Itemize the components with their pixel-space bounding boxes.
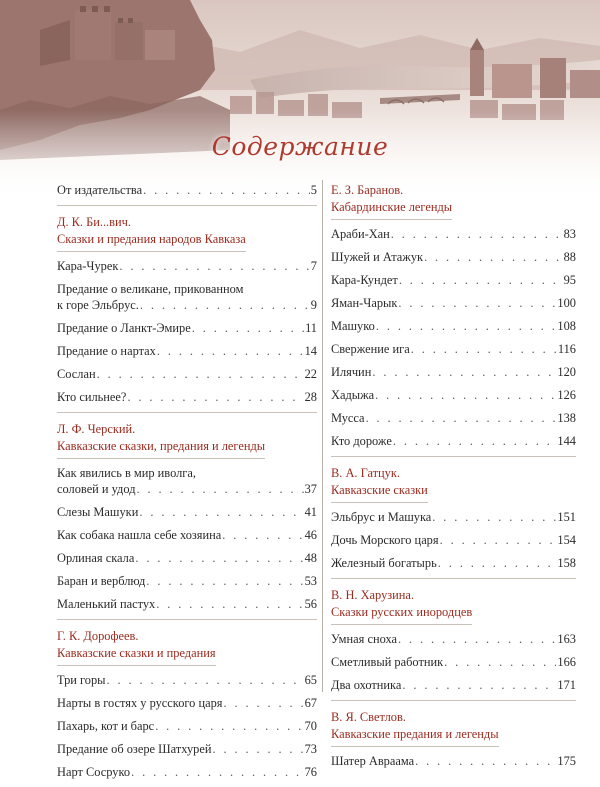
entry-title: Яман-Чарык <box>331 296 398 310</box>
entry-page: 108 <box>557 319 576 333</box>
section-header <box>57 412 317 459</box>
section-book-title: Сказки и предания народов Кавказа <box>57 231 246 252</box>
toc-entry[interactable] <box>331 226 576 242</box>
dot-leader <box>135 550 303 566</box>
entry-title: Кара-Кундет <box>331 273 398 287</box>
dot-leader <box>143 182 310 198</box>
entry-page: 175 <box>557 754 576 768</box>
entry-title: Предание об озере Шатхурей <box>57 742 212 756</box>
entry-page: 83 <box>563 227 576 241</box>
toc-entry[interactable] <box>57 366 317 382</box>
section-author: Г. К. Дорофеев. <box>57 629 139 643</box>
section-author: В. Н. Харузина. <box>331 588 415 602</box>
dot-leader <box>156 596 303 612</box>
section-author: В. А. Гатцук. <box>331 466 400 480</box>
entry-page: 154 <box>557 533 576 547</box>
toc-entry[interactable] <box>57 764 317 780</box>
toc-entry[interactable] <box>331 433 576 449</box>
right-column <box>331 182 576 776</box>
entry-title: Баран и верблюд <box>57 574 146 588</box>
entry-page: 88 <box>563 250 576 264</box>
entry-title: Нарт Сосруко <box>57 765 131 779</box>
entry-page: 166 <box>557 655 576 669</box>
toc-entry[interactable] <box>331 410 576 426</box>
dot-leader <box>376 318 557 334</box>
entry-page: 120 <box>557 365 576 379</box>
toc-entry[interactable] <box>331 341 576 357</box>
entry-page: 28 <box>304 390 317 404</box>
toc-entry[interactable] <box>331 654 576 670</box>
entry-page: 158 <box>557 556 576 570</box>
toc-section <box>57 412 317 612</box>
dot-leader <box>398 631 556 647</box>
section-book-title: Кавказские сказки, предания и легенды <box>57 438 265 459</box>
entry-page: 5 <box>310 183 317 197</box>
section-header <box>331 700 576 747</box>
section-author: Е. З. Баранов. <box>331 183 404 197</box>
entry-page: 171 <box>557 678 576 692</box>
toc-entry[interactable] <box>57 465 317 497</box>
dot-leader <box>415 753 556 769</box>
section-header <box>57 619 317 666</box>
dot-leader <box>137 481 304 497</box>
dot-leader <box>411 341 557 357</box>
entry-title: Два охотника <box>331 678 402 692</box>
toc-entry[interactable] <box>57 672 317 688</box>
entry-page: 48 <box>304 551 317 565</box>
dot-leader <box>393 433 557 449</box>
toc-entry[interactable] <box>331 249 576 265</box>
entry-page: 7 <box>310 259 317 273</box>
dot-leader <box>127 389 303 405</box>
dot-leader <box>398 295 556 311</box>
toc-section <box>331 700 576 769</box>
entry-page: 76 <box>304 765 317 779</box>
entry-title: Предание о нартах <box>57 344 156 358</box>
toc-entry[interactable] <box>331 364 576 380</box>
entry-title: Кто дороже <box>331 434 392 448</box>
toc-entry[interactable] <box>57 596 317 612</box>
dot-leader <box>107 672 304 688</box>
section-author: В. Я. Светлов. <box>331 710 406 724</box>
entry-title: Железный богатырь <box>331 556 437 570</box>
dot-leader <box>146 573 303 589</box>
dot-leader <box>212 741 303 757</box>
entry-title: Кара-Чурек <box>57 259 119 273</box>
entry-title: Сослан <box>57 367 96 381</box>
entry-title: Маленький пастух <box>57 597 156 611</box>
toc-entry[interactable] <box>57 320 317 336</box>
toc-entry[interactable] <box>331 272 576 288</box>
entry-page: 41 <box>304 505 317 519</box>
entry-page: 14 <box>304 344 317 358</box>
dot-leader <box>440 532 557 548</box>
entry-page: 126 <box>557 388 576 402</box>
entry-title: Три горы <box>57 673 106 687</box>
toc-section <box>331 456 576 571</box>
entry-title: Умная сноха <box>331 632 397 646</box>
section-book-title: Кабардинские легенды <box>331 199 452 220</box>
section-author: Л. Ф. Черский. <box>57 422 136 436</box>
section-header <box>57 205 317 252</box>
toc-entry[interactable] <box>57 258 317 274</box>
entry-title: Свержение ига <box>331 342 410 356</box>
entry-title-line1: Предание о великане, прикованном <box>57 282 244 296</box>
entry-title-line2: к горе Эльбрус. <box>57 298 139 312</box>
section-book-title: Кавказские сказки и предания <box>57 645 216 666</box>
toc-entry[interactable] <box>331 677 576 693</box>
entry-title: Орлиная скала <box>57 551 135 565</box>
toc-entry[interactable] <box>57 527 317 543</box>
entry-title: Араби-Хан <box>331 227 390 241</box>
column-divider <box>322 180 323 692</box>
dot-leader <box>391 226 563 242</box>
entry-title: Предание о Ланкт-Эмире <box>57 321 191 335</box>
entry-title-line1: Как явились в мир иволга, <box>57 466 196 480</box>
section-header <box>331 182 576 220</box>
dot-leader <box>444 654 556 670</box>
toc-entry[interactable] <box>331 555 576 571</box>
entry-title: Мусса <box>331 411 365 425</box>
dot-leader <box>157 343 304 359</box>
entry-title: Хадыжа <box>331 388 375 402</box>
dot-leader <box>97 366 304 382</box>
toc-entry[interactable] <box>57 695 317 711</box>
toc-section <box>57 205 317 405</box>
entry-page: 53 <box>304 574 317 588</box>
dot-leader <box>139 504 303 520</box>
toc-entry[interactable] <box>331 318 576 334</box>
left-column <box>57 182 317 787</box>
entry-title: Дочь Морского царя <box>331 533 439 547</box>
dot-leader <box>222 527 303 543</box>
section-book-title: Кавказские предания и легенды <box>331 726 499 747</box>
toc-entry[interactable] <box>57 343 317 359</box>
dot-leader <box>131 764 304 780</box>
entry-page: 67 <box>304 696 317 710</box>
dot-leader <box>140 297 310 313</box>
toc-entry[interactable] <box>331 387 576 403</box>
entry-page: 151 <box>557 510 576 524</box>
entry-title: От издательства <box>57 183 143 197</box>
entry-title: Машуко <box>331 319 375 333</box>
toc-entry[interactable] <box>331 753 576 769</box>
dot-leader <box>438 555 557 571</box>
entry-page: 56 <box>304 597 317 611</box>
entry-title: Шатер Авраама <box>331 754 415 768</box>
header-illustration <box>0 0 600 200</box>
dot-leader <box>223 695 303 711</box>
toc-section <box>57 619 317 780</box>
toc-entry[interactable] <box>331 295 576 311</box>
toc-entry[interactable] <box>331 532 576 548</box>
entry-page: 22 <box>304 367 317 381</box>
entry-page: 163 <box>557 632 576 646</box>
entry-page: 70 <box>304 719 317 733</box>
entry-page: 9 <box>310 298 317 312</box>
entry-page: 65 <box>304 673 317 687</box>
entry-title: Сметливый работник <box>331 655 444 669</box>
section-header <box>331 578 576 625</box>
entry-page: 138 <box>557 411 576 425</box>
toc-section <box>331 182 576 449</box>
section-book-title: Кавказские сказки <box>331 482 428 503</box>
entry-page: 144 <box>557 434 576 448</box>
entry-page: 46 <box>304 528 317 542</box>
toc-entry[interactable] <box>57 504 317 520</box>
section-header <box>331 456 576 503</box>
entry-title: Кто сильнее? <box>57 390 127 404</box>
entry-title: Пахарь, кот и барс <box>57 719 155 733</box>
entry-title: Илячин <box>331 365 372 379</box>
toc-entry[interactable] <box>331 631 576 647</box>
toc-section <box>331 578 576 693</box>
dot-leader <box>432 509 556 525</box>
dot-leader <box>119 258 309 274</box>
toc-entry[interactable] <box>57 389 317 405</box>
entry-title: Эльбрус и Машука <box>331 510 432 524</box>
entry-title-line2: соловей и удод <box>57 482 136 496</box>
entry-title: Как собака нашла себе хозяина <box>57 528 222 542</box>
toc-entry[interactable] <box>57 182 317 198</box>
dot-leader <box>399 272 563 288</box>
dot-leader <box>366 410 557 426</box>
entry-title: Нарты в гостях у русского царя <box>57 696 223 710</box>
entry-page: 73 <box>304 742 317 756</box>
toc-entry[interactable] <box>57 573 317 589</box>
section-book-title: Сказки русских инородцев <box>331 604 472 625</box>
entry-page: 100 <box>557 296 576 310</box>
toc-entry[interactable] <box>57 718 317 734</box>
dot-leader <box>155 718 303 734</box>
entry-page: 11 <box>305 321 317 335</box>
toc-entry[interactable] <box>57 281 317 313</box>
entry-page: 116 <box>557 342 576 356</box>
page-title: Содержание <box>211 132 389 161</box>
entry-page: 95 <box>563 273 576 287</box>
dot-leader <box>424 249 563 265</box>
toc-entry[interactable] <box>331 509 576 525</box>
dot-leader <box>402 677 556 693</box>
toc-entry[interactable] <box>57 741 317 757</box>
dot-leader <box>192 320 304 336</box>
dot-leader <box>375 387 556 403</box>
entry-title: Шужей и Атажук <box>331 250 424 264</box>
entry-page: 37 <box>304 482 317 496</box>
entry-title: Слезы Машуки <box>57 505 139 519</box>
dot-leader <box>372 364 556 380</box>
section-author: Д. К. Би...вич. <box>57 215 131 229</box>
toc-entry[interactable] <box>57 550 317 566</box>
